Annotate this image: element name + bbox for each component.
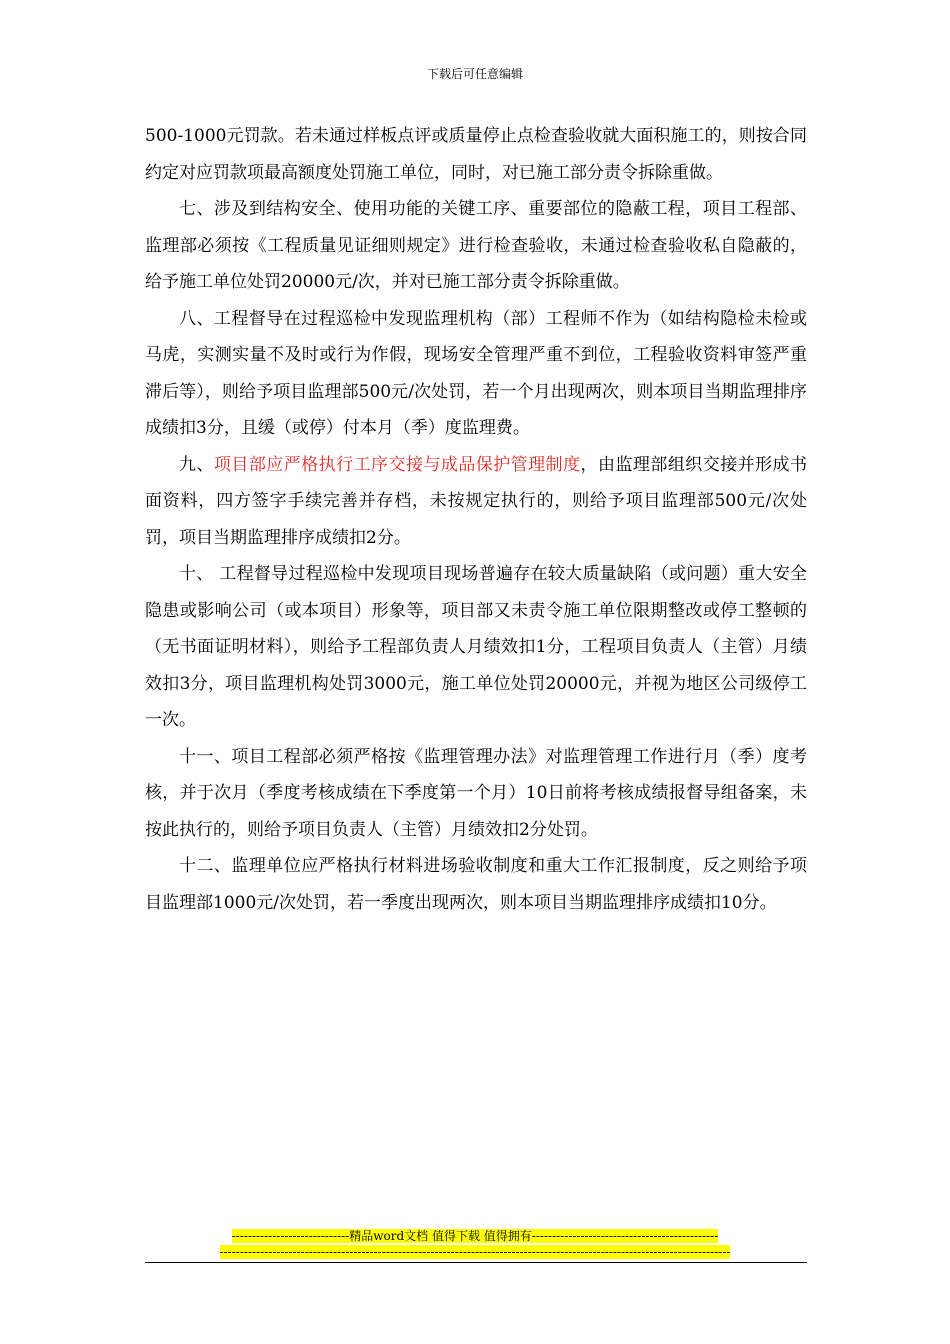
footer-banner-line-2: [0, 1244, 950, 1260]
paragraph-item-12: 十二、监理单位应严格执行材料进场验收制度和重大工作汇报制度，反之则给予项目监理部1000元/次处罚，若一季度出现两次，则本项目当期监理排序成绩扣10分。: [145, 856, 807, 913]
paragraph-item-9-highlight: 项目部应严格执行工序交接与成品保护管理制度: [213, 454, 581, 475]
page-header: 下载后可任意编辑: [426, 67, 523, 81]
paragraph-item-7: 七、涉及到结构安全、使用功能的关键工序、重要部位的隐蔽工程，项目工程部、监理部必须按《工程质量见证细则规定》进行检查验收，未通过检查验收私自隐蔽的，给予施工单位处罚20000元/次，并对已施工部分责令拆除重做。: [145, 199, 807, 292]
document-body: [145, 118, 807, 921]
paragraph-continuation: 500-1000元罚款。若未通过样板点评或质量停止点检查验收就大面积施工的，则按合同约定对应罚款项最高额度处罚施工单位，同时，对已施工部分责令拆除重做。: [145, 126, 807, 183]
paragraph-item-9-suffix: ，由监理部组织交接并形成书面资料，四方签字手续完善并存档，未按规定执行的，则给予项目监理部500元/次处罚，项目当期监理排序成绩扣2分。: [145, 454, 808, 548]
paragraph-item-9-prefix: 九、: [179, 454, 214, 475]
footer-banner-text-2: ------------------------------------------------------------------------------------------------------------------------------: [219, 1245, 731, 1259]
paragraph-item-10: 十、 工程督导过程巡检中发现项目现场普遍存在较大质量缺陷（或问题）重大安全隐患或影响公司（或本项目）形象等，项目部又未责令施工单位限期整改或停工整顿的（无书面证明材料），则给予工程部负责人月绩效扣1分，工程项目负责人（主管）月绩效扣3分，项目监理机构处罚3000元，施工单位处罚20000元，并视为地区公司级停工一次。: [145, 564, 807, 730]
paragraph-item-11: 十一、项目工程部必须严格按《监理管理办法》对监理管理工作进行月（季）度考核，并于次月（季度考核成绩在下季度第一个月）10日前将考核成绩报督导组备案，未按此执行的，则给予项目负责人（主管）月绩效扣2分处罚。: [145, 746, 807, 840]
footer-rule: [145, 1262, 807, 1263]
footer-banner-text-1: -----------------------------精品word文档 值得下载 值得拥有----------------------------------------------: [231, 1229, 719, 1243]
paragraph-item-9: [145, 447, 807, 557]
footer-banner-line-1: [0, 1228, 950, 1244]
paragraph-item-8: 八、工程督导在过程巡检中发现监理机构（部）工程师不作为（如结构隐检未检或马虎，实测实量不及时或行为作假，现场安全管理严重不到位，工程验收资料审签严重滞后等），则给予项目监理部500元/次处罚，若一个月出现两次，则本项目当期监理排序成绩扣3分，且缓（或停）付本月（季）度监理费。: [145, 308, 807, 438]
